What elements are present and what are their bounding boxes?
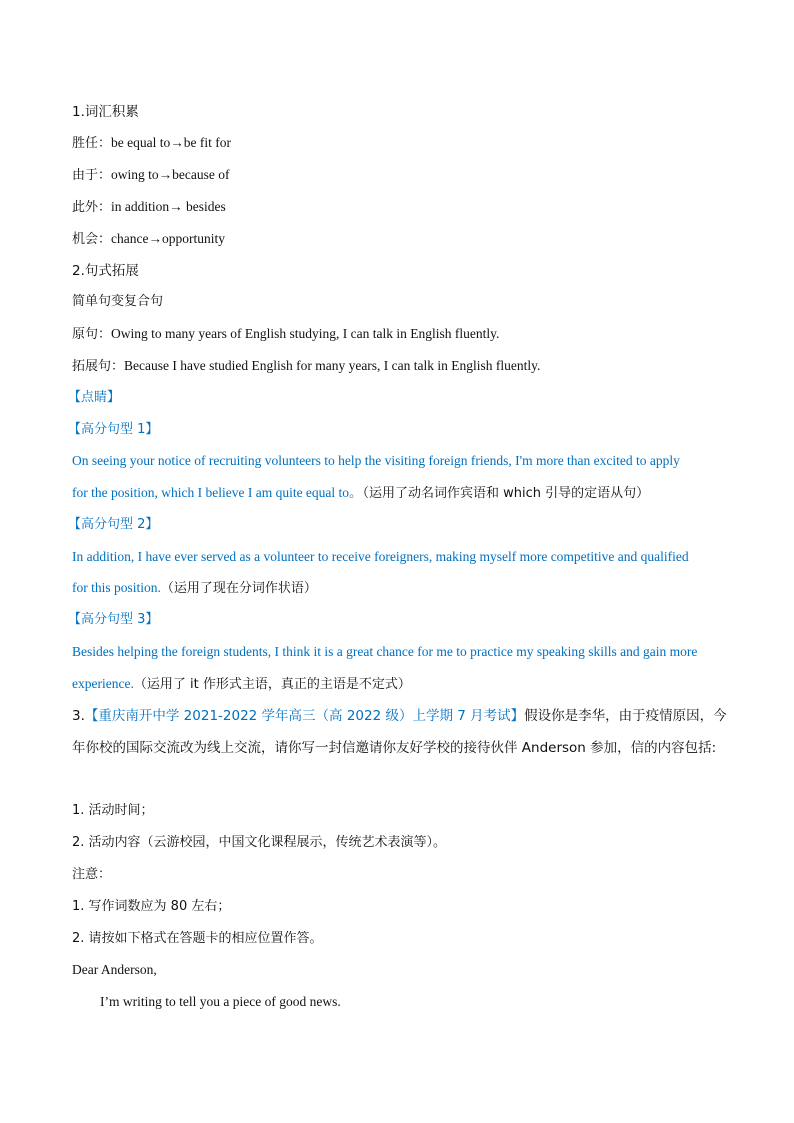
original-label: 原句：: [72, 327, 112, 342]
letter-salutation: Dear Anderson,: [72, 962, 157, 977]
pattern-sentence-cont: [72, 675, 411, 694]
pattern-note: （运用了现在分词作状语）: [160, 581, 317, 596]
vocab-text: in addition→ besides: [111, 199, 226, 214]
pattern-tag: 【高分句型 1】: [68, 422, 159, 437]
expanded-sentence: [72, 357, 540, 376]
task-number: 3.: [72, 708, 85, 724]
vocab-label: 胜任：: [72, 136, 112, 151]
sentence-subheading: 简单句变复合句: [72, 294, 164, 309]
pattern-tag: 【高分句型 2】: [68, 517, 159, 532]
vocab-item: [72, 230, 225, 249]
pattern-sentence: Besides helping the foreign students, I think it is a great chance for me to practice my speaking skills and gain more: [72, 644, 698, 659]
letter-opening: I’m writing to tell you a piece of good news.: [100, 994, 341, 1009]
vocab-item: [72, 134, 231, 153]
vocab-label: 由于：: [72, 168, 112, 183]
task-source: 【重庆南开中学 2021-2022 学年高三（高 2022 级）上学期 7 月考试】: [84, 708, 525, 724]
pattern-sentence: In addition, I have ever served as a volunteer to receive foreigners, making myself more competitive and qualified: [72, 549, 689, 564]
vocab-label: 机会：: [72, 232, 112, 247]
vocab-text: chance→opportunity: [111, 231, 225, 246]
pattern-note: （运用了 it 作形式主语，真正的主语是不定式）: [133, 677, 411, 692]
vocab-label: 此外：: [72, 200, 112, 215]
expanded-label: 拓展句：: [72, 359, 125, 374]
pattern-sentence: On seeing your notice of recruiting volunteers to help the visiting foreign friends, I'm more than excited to apply: [72, 453, 680, 468]
pattern-en: for the position, which I believe I am quite equal to。: [72, 485, 363, 500]
vocab-item: [72, 166, 229, 185]
task-point: 2. 活动内容（云游校园，中国文化课程展示，传统艺术表演等）。: [72, 835, 447, 850]
vocab-heading: 1.词汇积累: [72, 104, 139, 120]
pattern-note: （运用了动名词作宾语和 which 引导的定语从句）: [362, 486, 650, 501]
vocab-text: owing to→because of: [111, 167, 230, 182]
original-text: Owing to many years of English studying, I can talk in English fluently.: [111, 326, 500, 341]
vocab-text: be equal to→be fit for: [111, 135, 231, 150]
pattern-en: for this position.: [72, 580, 161, 595]
pattern-sentence-cont: [72, 484, 649, 503]
task-point: 1. 活动时间；: [72, 803, 154, 818]
task-prompt-1: 假设你是李华，由于疫情原因，今: [524, 708, 727, 724]
task-prompt-2: 年你校的国际交流改为线上交流，请你写一封信邀请你友好学校的接待伙伴 Anderson 参加，信的内容包括:: [72, 740, 717, 756]
pattern-en: experience.: [72, 676, 134, 691]
original-sentence: [72, 325, 499, 344]
pattern-tag: 【高分句型 3】: [68, 612, 159, 627]
task-note: 2. 请按如下格式在答题卡的相应位置作答。: [72, 931, 323, 946]
expanded-text: Because I have studied English for many years, I can talk in English fluently.: [124, 358, 541, 373]
note-label: 注意：: [72, 867, 112, 882]
task-note: 1. 写作词数应为 80 左右；: [72, 899, 231, 914]
task-line-1: [72, 707, 727, 725]
vocab-item: [72, 198, 226, 217]
sentence-heading: 2.句式拓展: [72, 263, 139, 279]
highlight-tag: 【点睛】: [68, 390, 121, 405]
pattern-sentence-cont: [72, 579, 317, 598]
